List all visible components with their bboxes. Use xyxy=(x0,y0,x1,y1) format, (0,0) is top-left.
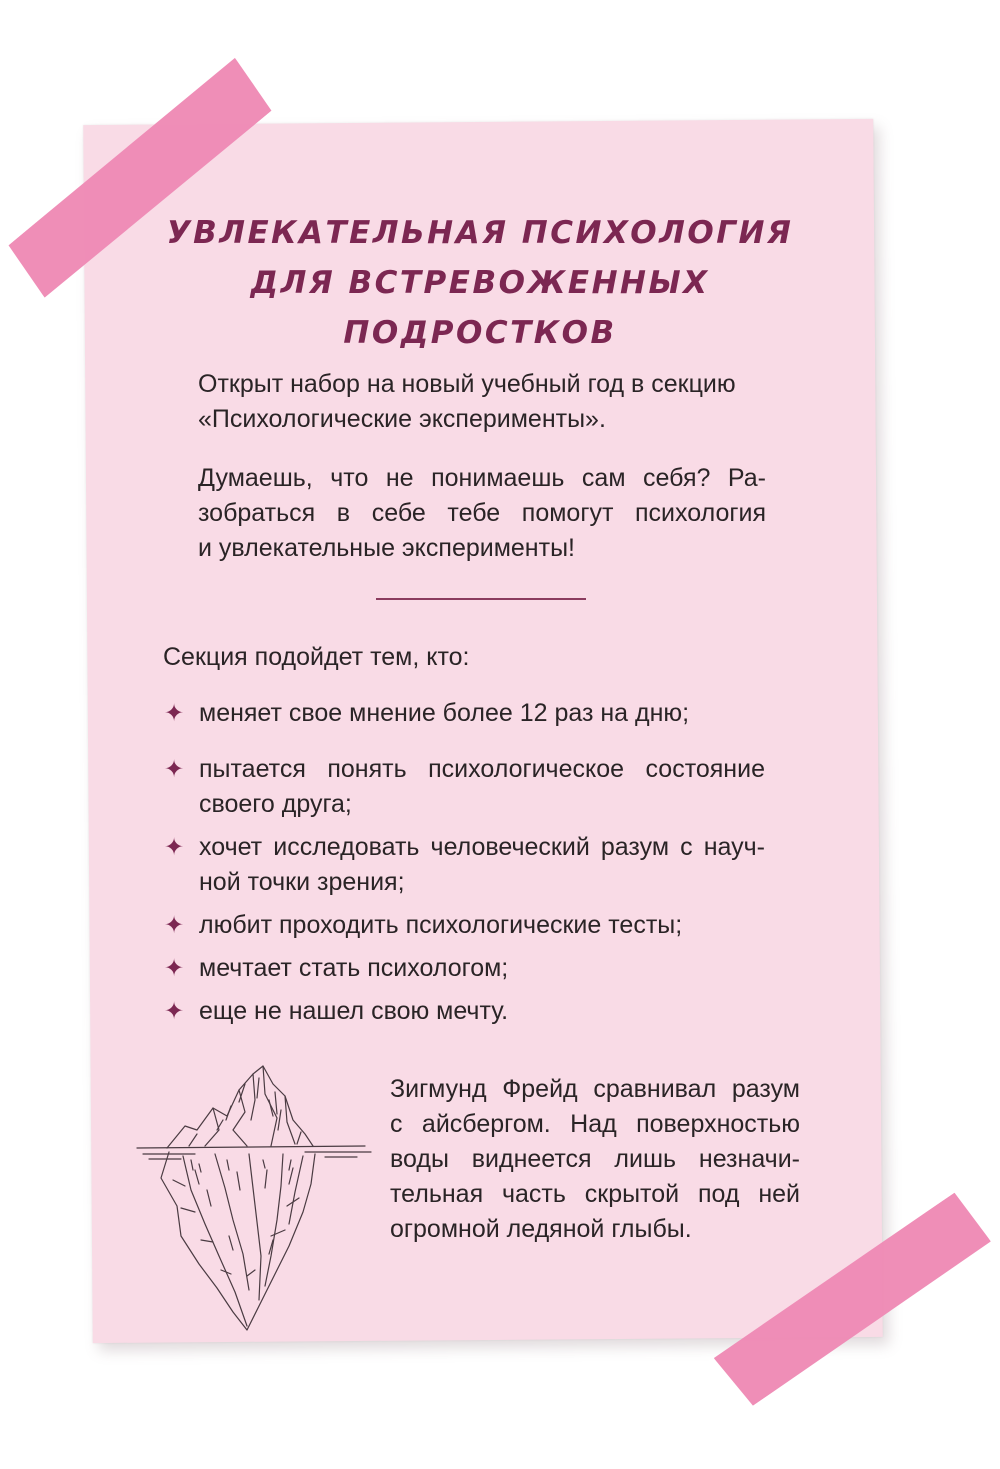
list-item xyxy=(163,994,803,1029)
question-line-2: зобраться в себе тебе помогут психология xyxy=(198,499,766,527)
question-line-1: Думаешь, что не понимаешь сам себя? Ра- xyxy=(198,464,766,492)
freud-line-3: воды виднеется лишь незначи- xyxy=(390,1145,800,1173)
question-paragraph xyxy=(198,461,766,566)
question-line-3: и увлекательные эксперименты! xyxy=(198,534,575,562)
list-item-text: еще не нашел свою мечту. xyxy=(199,997,509,1025)
list-item-text: любит проходить психологические тесты; xyxy=(199,911,683,939)
iceberg-illustration xyxy=(135,1060,375,1335)
list-item xyxy=(163,951,803,986)
freud-paragraph xyxy=(390,1072,800,1247)
star-bullet-icon: ✦ xyxy=(163,997,185,1025)
star-bullet-icon: ✦ xyxy=(163,699,185,727)
freud-line-2: с айсбергом. Над поверхностью xyxy=(390,1110,800,1138)
list-item-text: мечтает стать психологом; xyxy=(199,954,509,982)
intro-line-2: «Психологические эксперименты». xyxy=(198,405,606,433)
freud-line-4: тельная часть скрытой под ней xyxy=(390,1180,800,1208)
intro-line-1: Открыт набор на новый учебный год в секцию xyxy=(198,370,736,398)
audience-heading: Секция подойдет тем, кто: xyxy=(163,643,470,671)
list-item-text: меняет свое мнение более 12 раз на дню; xyxy=(199,699,690,727)
star-bullet-icon: ✦ xyxy=(163,833,185,861)
freud-line-1: Зигмунд Фрейд сравнивал разум xyxy=(390,1075,800,1103)
title-line-1: УВЛЕКАТЕЛЬНАЯ ПСИХОЛОГИЯ xyxy=(166,215,794,251)
intro-paragraph xyxy=(198,367,798,437)
list-item xyxy=(163,696,803,731)
list-item xyxy=(163,908,803,943)
star-bullet-icon: ✦ xyxy=(163,911,185,939)
freud-line-5: огромной ледяной глыбы. xyxy=(390,1215,692,1243)
section-divider xyxy=(376,598,586,600)
star-bullet-icon: ✦ xyxy=(163,954,185,982)
list-item-text: пытается понять психологическое состояние своего друга; xyxy=(199,755,765,818)
page-title xyxy=(130,208,830,358)
star-bullet-icon: ✦ xyxy=(163,755,185,783)
list-item xyxy=(163,830,803,900)
list-item xyxy=(163,752,803,822)
list-item-text: хочет исследовать человеческий разум с науч-ной точки зрения; xyxy=(199,833,765,896)
audience-list xyxy=(163,696,803,1029)
title-line-2: ДЛЯ ВСТРЕВОЖЕННЫХ ПОДРОСТКОВ xyxy=(250,265,710,351)
